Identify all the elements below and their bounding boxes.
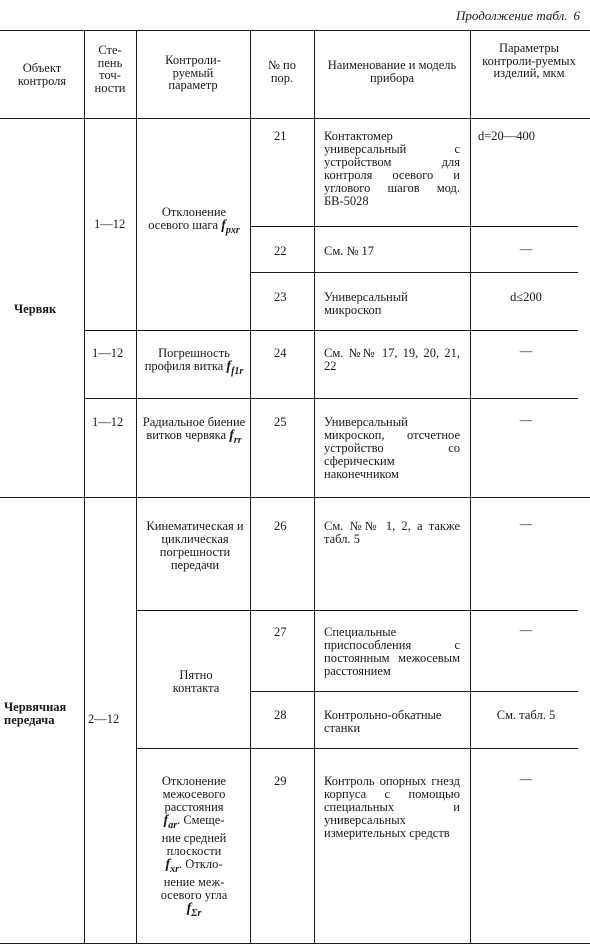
rule-21-22	[250, 226, 578, 227]
rule-group1-end	[84, 330, 578, 331]
param-axial-pitch	[142, 206, 246, 237]
row-24-device: См. №№ 17, 19, 20, 21, 22	[324, 346, 460, 373]
row-29-value: —	[519, 772, 533, 786]
col-line-5	[470, 30, 471, 943]
rule-bottom	[0, 943, 590, 944]
object-worm-gear: Червячная передача	[4, 700, 67, 727]
row-23-value: d≤200	[510, 290, 542, 304]
param-text: Отклонение осевого шага	[148, 205, 227, 232]
header-no: № по пор.	[268, 58, 296, 85]
param-contact-pattern: Пятно контакта	[172, 668, 220, 695]
param-center-distance: Отклонение межосевого расстояния $f_{ar}$. Смеще- ние средней плоскости $f_{xr}$. Откло- нение меж- осевого угла $f_{\Sigma r}$	[160, 774, 228, 919]
row-24-value: —	[519, 344, 533, 358]
row-22-value: —	[519, 242, 533, 256]
param-symbol: $f_{f1r}$	[226, 359, 244, 377]
rule-header-bottom	[0, 118, 590, 119]
col-line-3	[250, 30, 251, 943]
param-text: Радиальное биение витков червяка	[142, 415, 246, 442]
row-24-no: 24	[274, 346, 287, 360]
row-21-no: 21	[274, 129, 287, 143]
degree-section-2: 2—12	[88, 712, 120, 726]
row-27-device: Специальные приспособления с постоянным межосевым расстоянием	[324, 625, 460, 678]
header-params: Параметры контроли-руемых изделий, мкм	[482, 41, 576, 80]
row-23-device: Универсальный микроскоп	[324, 290, 408, 317]
rule-section-end	[0, 497, 590, 498]
row-25-device: Универсальный микроскоп, отсчетное устройство со сферическим наконечником	[324, 415, 460, 481]
row-27-value: —	[519, 623, 533, 637]
rule-26-end	[136, 610, 578, 611]
row-27-no: 27	[274, 625, 287, 639]
header-param: Контроли-руемый параметр	[165, 53, 221, 92]
row-26-device: См. №№ 1, 2, а также табл. 5	[324, 519, 460, 546]
caption-text: Продолжение табл.	[456, 8, 568, 23]
row-21-device: Контактомер универсальный с устройством для контроля осевого и углового шагов мод. БВ-5028	[324, 129, 460, 208]
row-29-no: 29	[274, 774, 287, 788]
row-22-device: См. № 17	[324, 244, 375, 258]
caption-number: 6	[573, 8, 580, 23]
row-29-device: Контроль опорных гнезд корпуса с помощью специальных и универсальных измерительных средств	[324, 774, 460, 840]
header-object: Объект контроля	[17, 61, 67, 88]
row-22-no: 22	[274, 244, 287, 258]
row-23-no: 23	[274, 290, 287, 304]
table-caption	[456, 8, 580, 24]
row-25-value: —	[519, 413, 533, 427]
param-kinematic-error: Кинематическая и циклическая погрешности передачи	[146, 519, 244, 572]
row-26-value: —	[519, 517, 533, 531]
param-radial-runout	[142, 416, 246, 447]
row-28-value: См. табл. 5	[496, 708, 556, 722]
object-worm: Червяк	[14, 302, 57, 316]
row-21-value: d=20—400	[478, 129, 536, 143]
header-degree: Сте-пень точ-ности	[94, 43, 126, 95]
degree-group-1: 1—12	[94, 217, 126, 231]
rule-top	[0, 30, 590, 31]
degree-group-2: 1—12	[92, 346, 124, 360]
row-28-no: 28	[274, 708, 287, 722]
header-device: Наименование и модель прибора	[327, 58, 457, 85]
param-symbol: $f_{pxr}$	[221, 218, 240, 236]
row-26-no: 26	[274, 519, 287, 533]
rule-group2-end	[84, 398, 578, 399]
rule-28-end	[136, 748, 578, 749]
col-line-2	[136, 30, 137, 943]
col-line-1	[84, 30, 85, 943]
degree-group-3: 1—12	[92, 415, 124, 429]
param-text: Погрешность профиля витка	[144, 346, 230, 373]
param-symbol: $f_{rr}$	[229, 428, 242, 446]
row-25-no: 25	[274, 415, 287, 429]
rule-27-28	[250, 691, 578, 692]
param-thread-profile	[142, 347, 246, 378]
rule-22-23	[250, 272, 578, 273]
row-28-device: Контрольно-обкатные станки	[324, 708, 442, 735]
col-line-4	[314, 30, 315, 943]
